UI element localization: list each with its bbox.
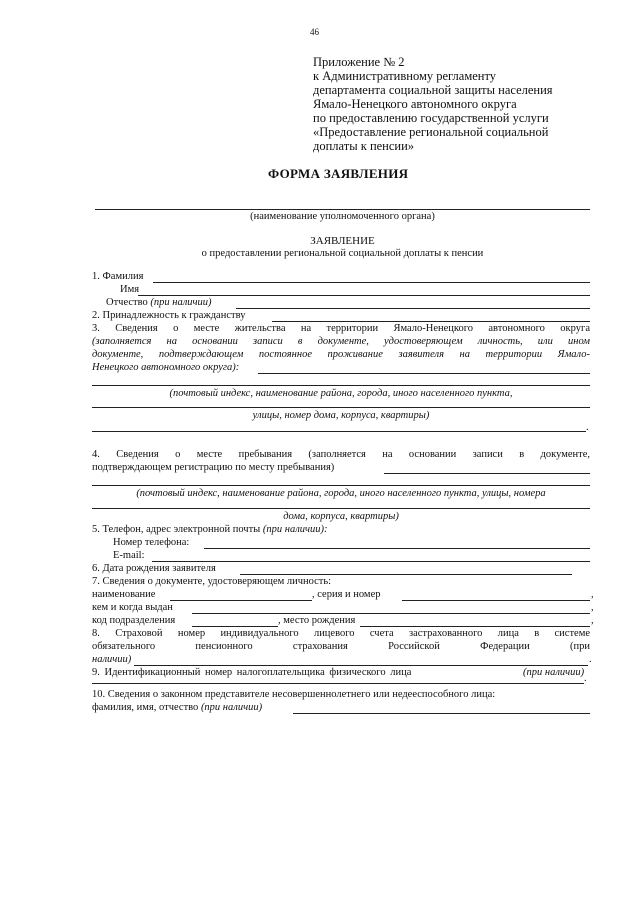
email-label: E-mail: — [113, 550, 145, 561]
id-doc-dept-field[interactable] — [192, 626, 278, 627]
id-doc-birthplace-field[interactable] — [360, 626, 590, 627]
id-doc-series-comma: , — [591, 589, 594, 600]
patronymic-field[interactable] — [236, 308, 590, 309]
residence-field-4[interactable] — [92, 431, 586, 432]
appendix-line: доплаты к пенсии» — [313, 139, 415, 153]
residence-caption-1: (почтовый индекс, наименование района, города, иного населенного пункта, — [169, 388, 513, 399]
representative-name-text: фамилия, имя, отчество — [92, 702, 199, 713]
patronymic-label — [106, 297, 212, 309]
residence-field-1[interactable] — [258, 373, 590, 374]
patronymic-text: Отчество — [106, 297, 148, 308]
residence-field-3[interactable] — [92, 407, 590, 408]
id-doc-issued-field[interactable] — [192, 613, 590, 614]
stay-line-1: 4. Сведения о месте пребывания (заполняется на основании записи в документе, — [92, 449, 590, 460]
stay-line-2: подтверждающем регистрацию по месту пребывания) — [92, 462, 335, 473]
contacts-label — [92, 524, 328, 536]
statement-subtitle: о предоставлении региональной социальной доплаты к пенсии — [201, 248, 484, 259]
id-doc-name-label: наименование — [92, 589, 156, 600]
residence-period: . — [586, 422, 589, 433]
citizenship-label: 2. Принадлежность к гражданству — [92, 310, 246, 321]
representative-label: 10. Сведения о законном представителе несовершеннолетнего или недееспособного лица: — [92, 689, 496, 700]
representative-name-note: (при наличии) — [200, 702, 263, 713]
residence-line-2: (заполняется на основании записи в документе, удостоверяющем личность, или ином — [92, 336, 590, 347]
surname-label: 1. Фамилия — [92, 271, 144, 282]
appendix-line: к Административному регламенту — [313, 69, 497, 83]
residence-caption-2: улицы, номер дома, корпуса, квартиры) — [252, 410, 430, 421]
contacts-text: 5. Телефон, адрес электронной почты — [92, 524, 261, 535]
id-doc-name-field[interactable] — [170, 600, 312, 601]
id-doc-series-field[interactable] — [402, 600, 590, 601]
stay-caption-1: (почтовый индекс, наименование района, города, иного населенного пункта, улицы, номера — [136, 488, 546, 499]
snils-line-2 — [92, 641, 590, 653]
name-label: Имя — [120, 284, 140, 295]
authority-caption: (наименование уполномоченного органа) — [250, 211, 435, 222]
residence-line-4: Ненецкого автономного округа): — [92, 362, 240, 373]
email-field[interactable] — [152, 561, 590, 562]
snils-line-3: наличии) — [92, 654, 132, 665]
inn-note: (при наличии) — [523, 667, 585, 678]
snils-field[interactable] — [134, 665, 588, 666]
appendix-line: по предоставлению государственной услуги — [313, 111, 549, 125]
appendix-line: Приложение № 2 — [313, 55, 405, 69]
representative-name-label — [92, 702, 262, 714]
name-field[interactable] — [138, 295, 590, 296]
surname-field[interactable] — [153, 282, 590, 283]
snils-line-1: 8. Страховой номер индивидуального лицевого счета застрахованного лица в системе — [92, 628, 590, 639]
appendix-line: Ямало-Ненецкого автономного округа — [313, 97, 517, 111]
residence-field-2[interactable] — [92, 385, 590, 386]
stay-field-2[interactable] — [92, 485, 590, 486]
snils-line-2-text: обязательного пенсионного страхования Российской Федерации (при — [92, 641, 590, 652]
id-doc-birthplace-label: , место рождения — [278, 615, 356, 626]
page-number: 46 — [310, 27, 319, 37]
inn-label: 9. Идентификационный номер налогоплательщика физического лица — [92, 667, 412, 678]
appendix-line: департамента социальной защиты населения — [313, 83, 553, 97]
id-doc-series-label: , серия и номер — [312, 589, 381, 600]
id-doc-dept-label: код подразделения — [92, 615, 176, 626]
representative-name-field[interactable] — [293, 713, 590, 714]
statement-title: ЗАЯВЛЕНИЕ — [310, 235, 375, 247]
id-doc-birthplace-comma: , — [591, 615, 594, 626]
id-doc-issued-label: кем и когда выдан — [92, 602, 173, 613]
authority-line[interactable] — [95, 209, 590, 210]
birthdate-label: 6. Дата рождения заявителя — [92, 563, 216, 574]
birthdate-field[interactable] — [240, 574, 572, 575]
inn-field[interactable] — [92, 683, 584, 684]
residence-line-3: документе, подтверждающем постоянное проживание заявителя на территории Ямало- — [92, 349, 590, 360]
phone-field[interactable] — [204, 548, 590, 549]
stay-field-3[interactable] — [92, 508, 590, 509]
stay-caption-2: дома, корпуса, квартиры) — [283, 511, 399, 522]
id-doc-issued-comma: , — [591, 602, 594, 613]
contacts-note: (при наличии): — [262, 524, 328, 535]
stay-field-1[interactable] — [384, 473, 590, 474]
snils-period: . — [589, 654, 592, 665]
id-doc-label: 7. Сведения о документе, удостоверяющем личность: — [92, 576, 332, 587]
phone-label: Номер телефона: — [113, 537, 190, 548]
form-title: ФОРМА ЗАЯВЛЕНИЯ — [268, 166, 409, 181]
citizenship-field[interactable] — [272, 321, 590, 322]
inn-period: . — [584, 673, 587, 684]
appendix-line: «Предоставление региональной социальной — [313, 125, 549, 139]
residence-line-1: 3. Сведения о месте жительства на территории Ямало-Ненецкого автономного округа — [92, 323, 590, 334]
patronymic-note: (при наличии) — [150, 297, 212, 308]
